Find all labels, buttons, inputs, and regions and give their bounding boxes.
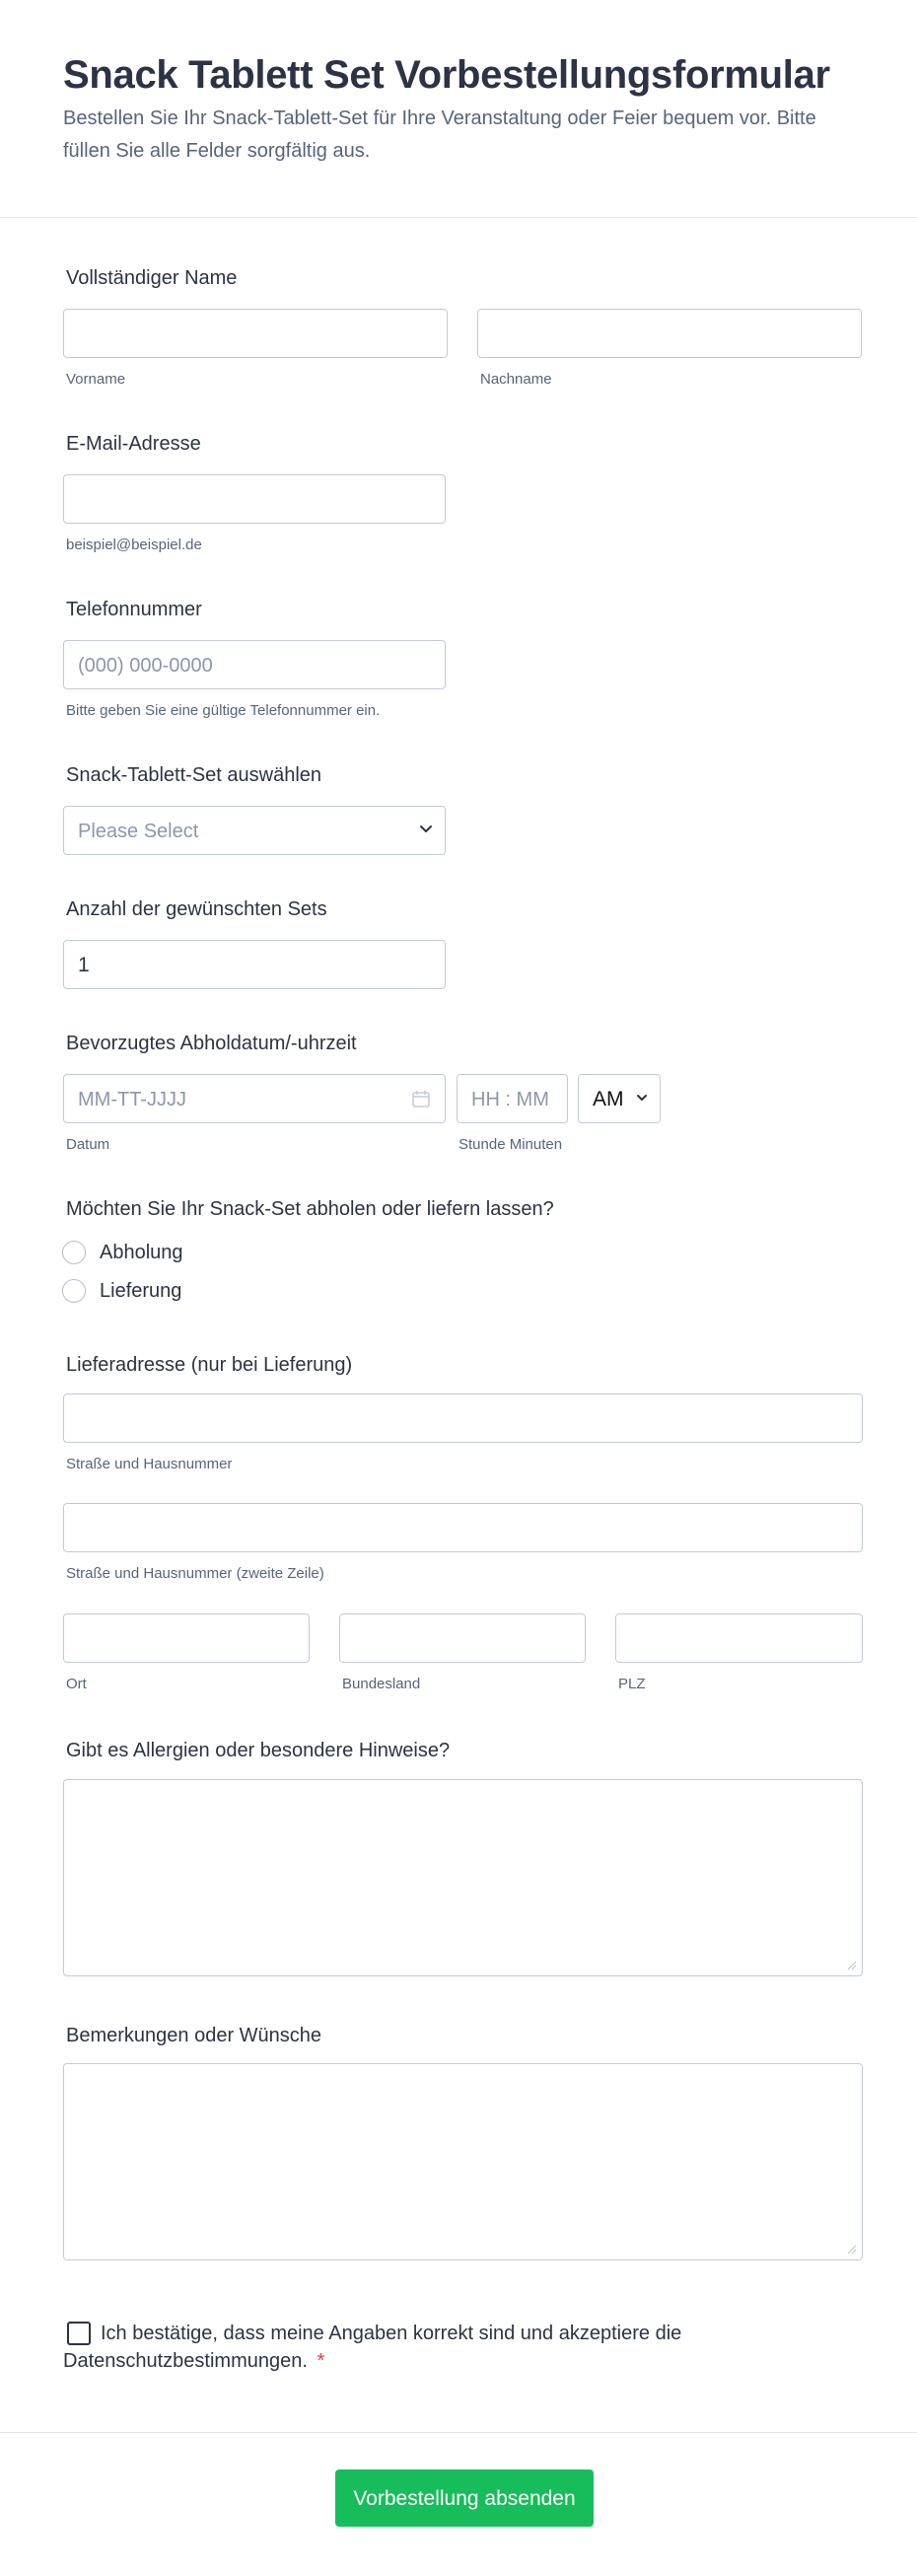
remarks-label: Bemerkungen oder Wünsche (66, 2025, 322, 2046)
state-sublabel: Bundesland (342, 1676, 421, 1692)
street2-sublabel: Straße und Hausnummer (zweite Zeile) (66, 1565, 324, 1582)
last-name-sublabel: Nachname (480, 371, 552, 388)
delivery-method-label: Möchten Sie Ihr Snack-Set abholen oder liefern lassen? (66, 1198, 554, 1220)
allergies-textarea[interactable] (63, 1779, 863, 1976)
radio-pickup-label[interactable]: Abholung (100, 1242, 183, 1263)
city-sublabel: Ort (66, 1676, 87, 1692)
chevron-down-icon (419, 824, 433, 834)
pickup-datetime-label: Bevorzugtes Abholdatum/-uhrzeit (66, 1033, 357, 1054)
page-title: Snack Tablett Set Vorbestellungsformular (63, 53, 830, 97)
calendar-icon[interactable] (411, 1089, 431, 1109)
phone-placeholder: (000) 000-0000 (78, 655, 213, 677)
resize-handle-icon[interactable] (847, 2245, 857, 2254)
full-name-label: Vollständiger Name (66, 267, 238, 289)
street2-input[interactable] (63, 1503, 863, 1552)
chevron-down-icon (636, 1094, 648, 1103)
email-sublabel: beispiel@beispiel.de (66, 537, 202, 553)
consent-text (63, 2320, 852, 2375)
zip-sublabel: PLZ (618, 1676, 646, 1692)
quantity-value: 1 (78, 954, 90, 976)
submit-button[interactable]: Vorbestellung absenden (335, 2469, 594, 2527)
form-header (0, 0, 917, 218)
page-subtitle: Bestellen Sie Ihr Snack-Tablett-Set für Ihre Veranstaltung oder Feier bequem vor. Bitte füllen Sie alle Felder sorgfältig aus. (63, 107, 816, 162)
zip-input[interactable] (615, 1613, 863, 1663)
city-input[interactable] (63, 1613, 310, 1663)
first-name-input[interactable] (63, 309, 448, 358)
radio-pickup[interactable] (62, 1241, 86, 1264)
radio-delivery[interactable] (62, 1279, 86, 1303)
radio-delivery-label[interactable]: Lieferung (100, 1280, 182, 1302)
remarks-textarea[interactable] (63, 2063, 863, 2260)
quantity-input[interactable] (63, 940, 446, 989)
delivery-address-label: Lieferadresse (nur bei Lieferung) (66, 1354, 353, 1376)
state-input[interactable] (339, 1613, 586, 1663)
last-name-input[interactable] (477, 309, 862, 358)
set-select-value: Please Select (78, 821, 199, 842)
phone-label: Telefonnummer (66, 599, 202, 620)
email-label: E-Mail-Adresse (66, 433, 201, 455)
required-mark: * (317, 2350, 325, 2372)
street-input[interactable] (63, 1394, 863, 1443)
first-name-sublabel: Vorname (66, 371, 126, 388)
consent-label[interactable]: Ich bestätige, dass meine Angaben korrekt sind und akzeptiere die Datenschutzbestimmungen. (63, 2323, 682, 2372)
footer-divider (0, 2432, 917, 2433)
time-input[interactable] (457, 1074, 568, 1123)
ampm-select[interactable] (578, 1074, 661, 1123)
date-placeholder: MM-TT-JJJJ (78, 1089, 186, 1110)
time-sublabel: Stunde Minuten (458, 1136, 563, 1153)
phone-input[interactable] (63, 640, 446, 689)
date-input[interactable] (63, 1074, 446, 1123)
email-input[interactable] (63, 474, 446, 524)
quantity-label: Anzahl der gewünschten Sets (66, 898, 327, 920)
set-select-dropdown[interactable] (63, 806, 446, 855)
resize-handle-icon[interactable] (847, 1961, 857, 1970)
allergies-label: Gibt es Allergien oder besondere Hinweise? (66, 1740, 451, 1761)
set-select-label: Snack-Tablett-Set auswählen (66, 764, 322, 786)
date-sublabel: Datum (66, 1136, 110, 1153)
street-sublabel: Straße und Hausnummer (66, 1456, 233, 1472)
time-placeholder: HH : MM (471, 1089, 549, 1110)
phone-sublabel: Bitte geben Sie eine gültige Telefonnummer ein. (66, 702, 381, 719)
ampm-value: AM (593, 1088, 624, 1110)
